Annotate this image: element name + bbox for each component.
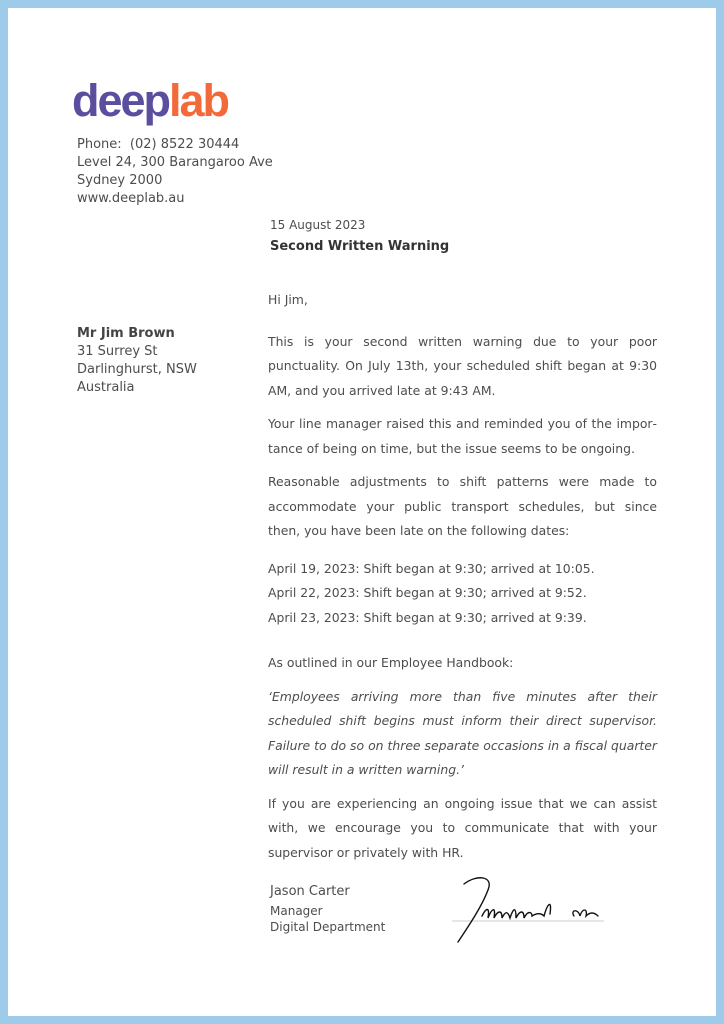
sender-website: www.deeplab.au (77, 191, 185, 206)
sender-address-line2: Sydney 2000 (77, 173, 163, 188)
body-paragraph: Reasonable adjustments to shift patterns were made to accommodate your public transport schedules, but since then, you have been late on the following dates: (268, 474, 657, 538)
recipient-address (77, 325, 197, 397)
company-logo (72, 76, 228, 126)
handbook-intro: As outlined in our Employee Handbook: (268, 655, 514, 670)
recipient-suburb: Darlinghurst, NSW (77, 362, 197, 377)
greeting: Hi Jim, (268, 292, 308, 307)
body-paragraph: Your line manager raised this and reminded you of the importance of being on time, but the issue seems to be ongoing. (268, 416, 657, 456)
closing-paragraph: If you are experiencing an ongoing issue that we can assist with, we encourage you to communicate that with your supervisor or privately with HR. (268, 795, 657, 860)
sender-phone: Phone: (02) 8522 30444 (77, 137, 240, 152)
signer-role: Manager (270, 904, 323, 918)
letter-subject: Second Written Warning (270, 239, 450, 254)
late-date-item: April 22, 2023: Shift began at 9:30; arrived at 9:52. (268, 585, 587, 600)
handbook-quote: ‘Employees arriving more than five minutes after their scheduled shift begins must inform their direct supervisor. Failure to do so on three separate occasions in a fiscal quarter will result in a written warning.’ (268, 688, 657, 777)
signoff-block (270, 884, 385, 935)
logo-lab: lab (169, 75, 229, 126)
handwritten-signature (452, 872, 612, 947)
recipient-name: Mr Jim Brown (77, 326, 175, 341)
body-paragraph: This is your second written warning due to your poor punctuality. On July 13th, your scheduled shift began at 9:30 AM, and you arrived late at 9:43 AM. (268, 333, 657, 398)
sender-address-line1: Level 24, 300 Barangaroo Ave (77, 155, 273, 170)
letter-body (268, 288, 657, 874)
late-date-item: April 23, 2023: Shift began at 9:30; arrived at 9:39. (268, 609, 587, 625)
late-dates-list (268, 557, 657, 631)
sender-address (77, 136, 273, 208)
logo-deep: deep (72, 75, 170, 126)
late-date-item: April 19, 2023: Shift began at 9:30; arrived at 10:05. (268, 560, 595, 576)
letter-date: 15 August 2023 (270, 218, 366, 232)
recipient-country: Australia (77, 380, 135, 395)
signer-department: Digital Department (270, 920, 386, 934)
signer-name: Jason Carter (270, 884, 350, 899)
recipient-street: 31 Surrey St (77, 344, 158, 359)
